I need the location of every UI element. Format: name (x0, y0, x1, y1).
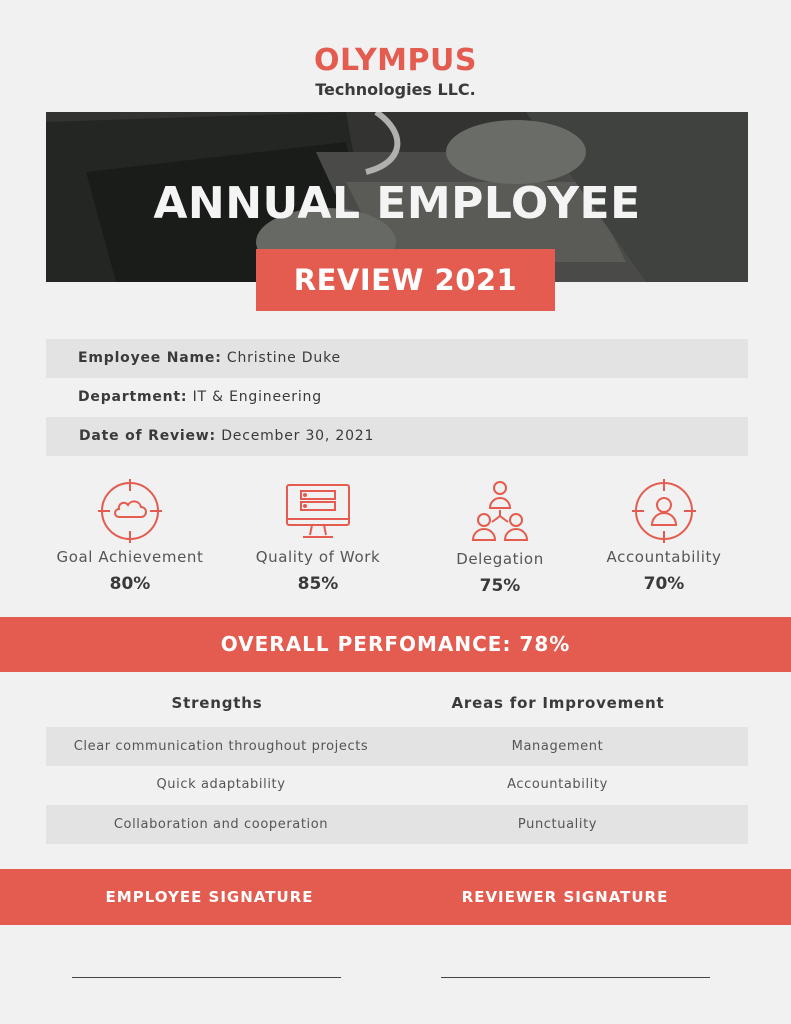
metric-value: 75% (479, 576, 521, 596)
reviewer-signature-line[interactable] (441, 977, 710, 978)
metric-quality-of-work (228, 478, 408, 594)
signature-banner (0, 869, 791, 925)
strength-item: Quick adaptability (156, 777, 286, 792)
metric-label: Goal Achievement (56, 548, 204, 566)
info-label: Date of Review: (79, 428, 216, 444)
info-row-employee-name (46, 339, 748, 378)
info-value: IT & Engineering (192, 389, 322, 405)
metric-delegation (410, 478, 590, 596)
cloud-target-icon (40, 478, 220, 544)
metric-goal-achievement (40, 478, 220, 594)
strengths-heading: Strengths (171, 694, 263, 712)
info-value: December 30, 2021 (221, 428, 375, 444)
table-row (46, 805, 748, 844)
employee-signature-label: EMPLOYEE SIGNATURE (105, 888, 314, 906)
brand-name: OLYMPUS (314, 43, 477, 78)
metric-label: Accountability (606, 548, 722, 566)
table-row (46, 727, 748, 766)
team-hierarchy-icon (410, 478, 590, 544)
table-row (46, 765, 748, 804)
metric-value: 80% (109, 574, 151, 594)
info-value: Christine Duke (226, 350, 341, 366)
strength-item: Collaboration and cooperation (113, 817, 329, 832)
overall-performance-banner: OVERALL PERFOMANCE: 78% (0, 617, 791, 672)
info-row-date-of-review (46, 417, 748, 456)
brand-header (0, 44, 791, 99)
strength-item: Clear communication throughout projects (73, 739, 369, 754)
improvement-item: Punctuality (517, 817, 598, 832)
improvement-item: Accountability (507, 777, 608, 792)
metric-value: 85% (297, 574, 339, 594)
reviewer-signature-label: REVIEWER SIGNATURE (461, 888, 669, 906)
monitor-server-icon (228, 478, 408, 544)
info-label: Employee Name: (78, 350, 222, 366)
improvement-heading: Areas for Improvement (451, 694, 665, 712)
hero-title: ANNUAL EMPLOYEE (153, 178, 641, 229)
metric-label: Quality of Work (255, 548, 381, 566)
employee-signature-line[interactable] (72, 977, 341, 978)
info-label: Department: (78, 389, 188, 405)
person-target-icon (574, 478, 754, 544)
review-year-badge: REVIEW 2021 (256, 249, 555, 311)
metric-accountability (574, 478, 754, 594)
improvement-item: Management (511, 739, 604, 754)
metric-value: 70% (643, 574, 685, 594)
brand-subtitle: Technologies LLC. (315, 80, 476, 99)
metric-label: Delegation (456, 550, 544, 568)
info-row-department (46, 378, 748, 417)
